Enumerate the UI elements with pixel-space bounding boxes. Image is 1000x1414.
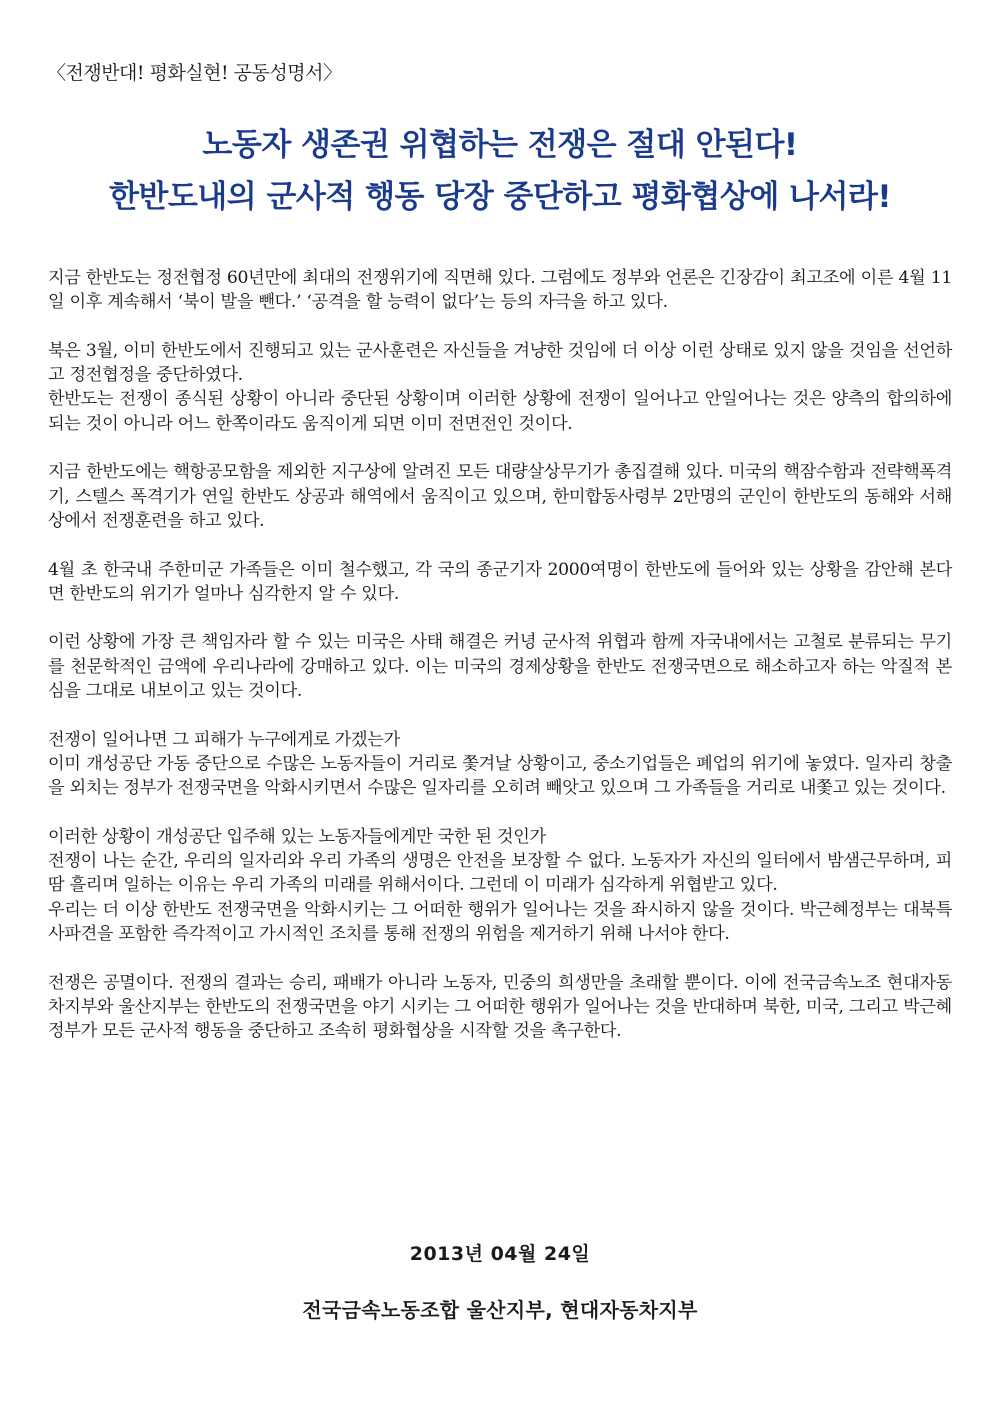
paragraph-text: 지금 한반도는 정전협정 60년만에 최대의 전쟁위기에 직면해 있다. 그럼에도 정부와 언론은 긴장감이 최고조에 이른 4월 11일 이후 계속해서 ‘북이 발을 뺀다.’ ‘공격을 할 능력이 없다’는 등의 자극을 하고 있다. — [48, 268, 952, 313]
statement-paragraph — [48, 339, 952, 436]
paragraph-text: 4월 초 한국내 주한미군 가족들은 이미 철수했고, 각 국의 종군기자 2000여명이 한반도에 들어와 있는 상황을 감안해 본다면 한반도의 위기가 얼마나 심각한지 알 수 있다. — [48, 559, 952, 604]
paragraph-text: 한반도는 전쟁이 종식된 상황이 아니라 중단된 상황이며 이러한 상황에 전쟁이 일어나고 안일어나는 것은 양측의 합의하에 되는 것이 아니라 어느 한쪽이라도 움직이게 되면 이미 전면전인 것이다. — [48, 389, 952, 434]
statement-paragraph — [48, 630, 952, 703]
paragraph-text: 지금 한반도에는 핵항공모함을 제외한 지구상에 알려진 모든 대량살상무기가 총집결해 있다. 미국의 핵잠수함과 전략핵폭격기, 스텔스 폭격기가 연일 한반도 상공과 해역에서 움직이고 있으며, 한미합동사령부 2만명의 군인이 한반도의 동해와 서해상에서 전쟁훈련을 하고 있다. — [48, 462, 952, 531]
paragraph-text: 전쟁은 공멸이다. 전쟁의 결과는 승리, 패배가 아니라 노동자, 민중의 희생만을 초래할 뿐이다. 이에 전국금속노조 현대자동차지부와 울산지부는 한반도의 전쟁국면을 야기 시키는 그 어떠한 행위가 일어나는 것을 반대하며 북한, 미국, 그리고 박근혜정부가 모든 군사적 행동을 중단하고 조속히 평화협상을 시작할 것을 촉구한다. — [48, 972, 952, 1042]
paragraph-text: 우리는 더 이상 한반도 전쟁국면을 악화시키는 그 어떠한 행위가 일어나는 것을 좌시하지 않을 것이다. 박근혜정부는 대북특사파견을 포함한 즉각적이고 가시적인 조치를 통해 전쟁의 위험을 제거하기 위해 나서야 한다. — [48, 899, 952, 945]
document-label: 〈전쟁반대! 평화실현! 공동성명서〉 — [47, 62, 342, 84]
statement-paragraph — [48, 266, 952, 315]
headline-line-1: 노동자 생존권 위협하는 전쟁은 절대 안된다! — [202, 127, 798, 163]
statement-paragraph — [48, 971, 952, 1044]
paragraph-text: 이미 개성공단 가동 중단으로 수많은 노동자들이 거리로 쫓겨날 상황이고, 중소기업들은 폐업의 위기에 놓였다. 일자리 창출을 외치는 정부가 전쟁국면을 악화시키면서 수많은 일자리를 오히려 빼앗고 있으며 그 가족들을 거리로 내쫓고 있는 것이다. — [48, 753, 952, 799]
headline-line-2: 한반도내의 군사적 행동 당장 중단하고 평화협상에 나서라! — [108, 179, 892, 215]
statement-paragraph — [48, 825, 952, 946]
paragraph-text: 북은 3월, 이미 한반도에서 진행되고 있는 군사훈련은 자신들을 겨냥한 것임에 더 이상 이런 상태로 있지 않을 것임을 선언하고 정전협정을 중단하였다. — [48, 340, 952, 386]
paragraph-text: 전쟁이 나는 순간, 우리의 일자리와 우리 가족의 생명은 안전을 보장할 수 없다. 노동자가 자신의 일터에서 밤샘근무하며, 피땀 흘리며 일하는 이유는 우리 가족의 미래를 위해서이다. 그런데 이 미래가 심각하게 위협받고 있다. — [48, 851, 952, 896]
paragraph-text: 이러한 상황이 개성공단 입주해 있는 노동자들에게만 국한 된 것인가 — [48, 826, 546, 847]
statement-date: 2013년 04월 24일 — [409, 1243, 591, 1265]
statement-paragraph — [48, 558, 952, 607]
statement-signatory: 전국금속노동조합 울산지부, 현대자동차지부 — [302, 1298, 698, 1322]
statement-body — [48, 266, 952, 1068]
statement-paragraph — [48, 728, 952, 801]
paragraph-text: 전쟁이 일어나면 그 피해가 누구에게로 가겠는가 — [48, 729, 400, 750]
statement-paragraph — [48, 460, 952, 533]
paragraph-text: 이런 상황에 가장 큰 책임자라 할 수 있는 미국은 사태 해결은 커녕 군사적 위협과 함께 자국내에서는 고철로 분류되는 무기를 천문학적인 금액에 우리나라에 강매하고 있다. 이는 미국의 경제상황을 한반도 전쟁국면으로 해소하고자 하는 악질적 본심을 그대로 내보이고 있는 것이다. — [48, 632, 952, 702]
